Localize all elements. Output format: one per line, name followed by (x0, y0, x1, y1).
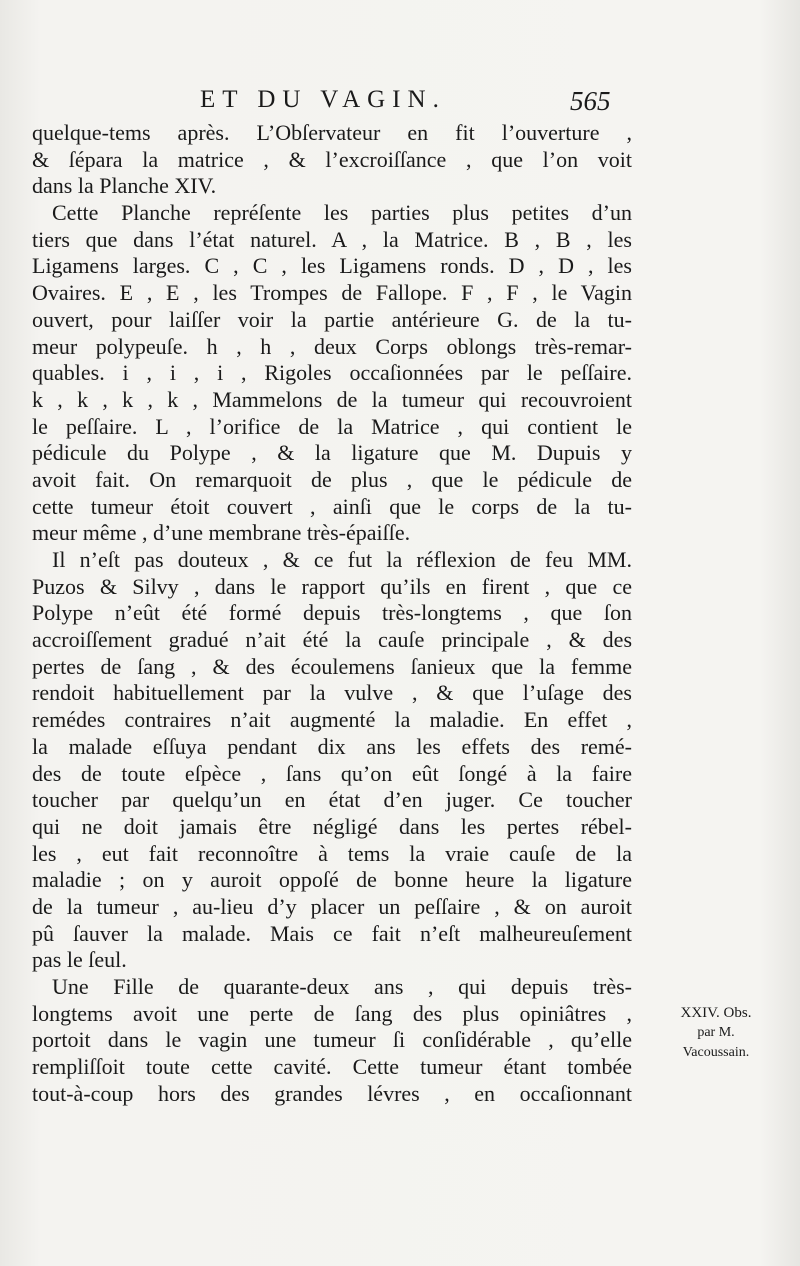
text-line: accroiſſement gradué n’ait été la cauſe principale , & des (32, 627, 632, 653)
text-line: des de toute eſpèce , ſans qu’on eût ſongé à la faire (32, 760, 632, 786)
text-line: quables. i , i , i , Rigoles occaſionnées par le peſſaire. (32, 360, 632, 386)
body-text (32, 120, 632, 1107)
text-line: les , eut fait reconnoître à tems la vraie cauſe de la (32, 840, 632, 866)
text-line: Il n’eſt pas douteux , & ce fut la réflexion de feu MM. (52, 547, 632, 572)
text-line: Ovaires. E , E , les Trompes de Fallope. F , F , le Vagin (32, 280, 632, 306)
text-line: dans la Planche XIV. (32, 173, 217, 199)
text-line: toucher par quelqu’un en état d’en juger. Ce toucher (32, 787, 632, 813)
text-line: pédicule du Polype , & la ligature que M. Dupuis y (32, 440, 632, 466)
text-line: ouvert, pour laiſſer voir la partie antérieure G. de la tu- (32, 306, 632, 332)
text-line: meur même , d’une membrane très-épaiſſe. (32, 520, 411, 546)
text-line: de la tumeur , au-lieu d’y placer un peſſaire , & on auroit (32, 893, 632, 919)
text-line: Puzos & Silvy , dans le rapport qu’ils en firent , que ce (32, 573, 632, 599)
text-line: tout-à-coup hors des grandes lévres , en occaſionnant (32, 1080, 632, 1106)
margin-note-by: par M. (697, 1025, 735, 1040)
text-line: cette tumeur étoit couvert , ainſi que le corps de la tu- (32, 493, 632, 519)
text-line: pû ſauver la malade. Mais ce fait n’eſt malheureuſement (32, 920, 632, 946)
text-line: le peſſaire. L , l’orifice de la Matrice , qui contient le (32, 413, 632, 439)
text-line: Polype n’eût été formé depuis très-longtems , que ſon (32, 600, 632, 626)
text-line: & ſépara la matrice , & l’excroiſſance , que l’on voit (32, 146, 632, 172)
text-line: portoit dans le vagin une tumeur ſi conſidérable , qu’elle (32, 1027, 632, 1053)
text-line: qui ne doit jamais être négligé dans les pertes rébel- (32, 813, 632, 839)
text-line: Cette Planche repréſente les parties plus petites d’un (52, 200, 632, 226)
page-number: 565 (570, 86, 611, 116)
text-line: pertes de ſang , & des écoulemens ſanieux que la femme (32, 653, 632, 679)
text-line: rempliſſoit toute cette cavité. Cette tumeur étant tombée (32, 1054, 632, 1080)
text-line: meur polypeuſe. h , h , deux Corps oblongs très-remar- (32, 333, 632, 359)
text-line: longtems avoit une perte de ſang des plus opiniâtres , (32, 1000, 632, 1026)
text-line: Une Fille de quarante-deux ans , qui depuis très- (52, 974, 632, 999)
text-line: remédes contraires n’ait augmenté la maladie. En effet , (32, 707, 632, 733)
margin-note-observation: XXIV. Obs. (680, 1005, 752, 1021)
text-line: quelque-tems après. L’Obſervateur en fit l’ouverture , (32, 120, 632, 145)
text-line: pas le ſeul. (32, 947, 127, 973)
text-line: avoit fait. On remarquoit de plus , que le pédicule de (32, 466, 632, 492)
margin-note (640, 1003, 792, 1063)
text-line: maladie ; on y auroit oppoſé de bonne heure la ligature (32, 867, 632, 893)
text-line: tiers que dans l’état naturel. A , la Matrice. B , B , les (32, 226, 632, 252)
running-head: ET DU VAGIN. (200, 86, 446, 113)
text-line: rendoit habituellement par la vulve , & que l’uſage des (32, 680, 632, 706)
margin-note-author: Vacoussain. (682, 1045, 750, 1060)
text-line: k , k , k , k , Mammelons de la tumeur qui recouvroient (32, 386, 632, 412)
text-line: la malade eſſuya pendant dix ans les effets des remé- (32, 733, 632, 759)
text-line: Ligamens larges. C , C , les Ligamens ronds. D , D , les (32, 253, 632, 279)
